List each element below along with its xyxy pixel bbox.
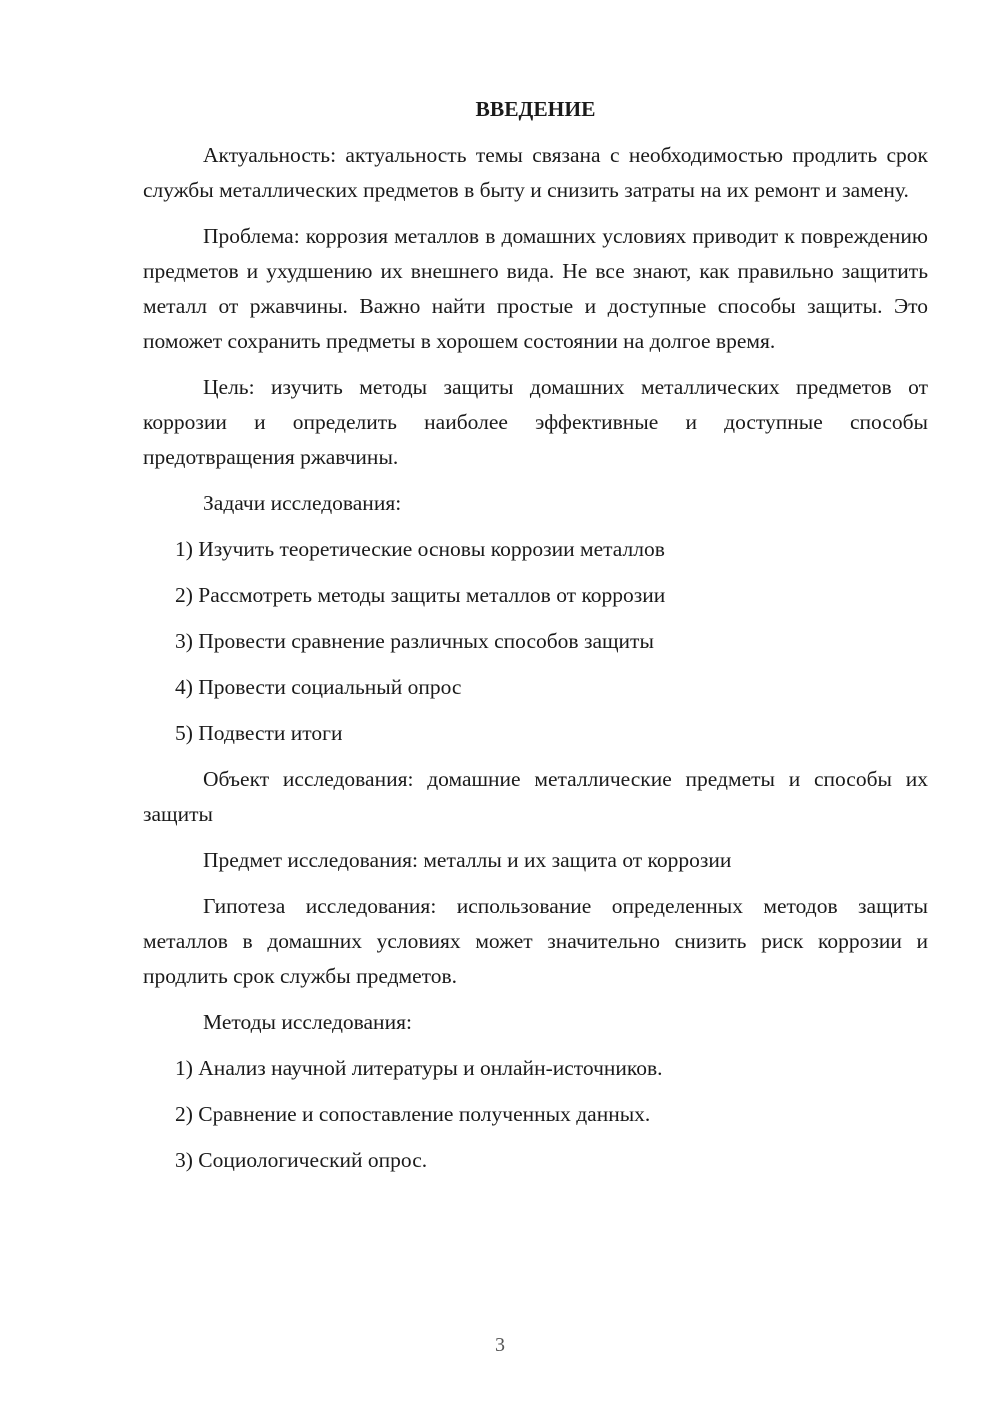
relevance-paragraph: Актуальность: актуальность темы связана с необходимостью продлить срок службы металлических предметов в быту и снизить затраты на их ремонт и замену. [143,143,928,202]
method-item: 2) Сравнение и сопоставление полученных данных. [175,1102,651,1126]
object-paragraph: Объект исследования: домашние металлические предметы и способы их защиты [143,767,928,826]
page-number: 3 [495,1334,505,1356]
methods-heading: Методы исследования: [203,1010,412,1034]
task-item: 5) Подвести итоги [175,721,343,745]
task-item: 1) Изучить теоретические основы коррозии металлов [175,537,665,561]
goal-paragraph: Цель: изучить методы защиты домашних металлических предметов от коррозии и определить наиболее эффективные и доступные способы предотвращения ржавчины. [143,375,928,469]
task-item: 2) Рассмотреть методы защиты металлов от коррозии [175,583,666,607]
hypothesis-paragraph: Гипотеза исследования: использование определенных методов защиты металлов в домашних условиях может значительно снизить риск коррозии и продлить срок службы предметов. [143,894,928,988]
section-title: ВВЕДЕНИЕ [475,97,596,121]
task-item: 3) Провести сравнение различных способов защиты [175,629,654,653]
method-item: 1) Анализ научной литературы и онлайн-источников. [175,1056,663,1080]
problem-paragraph: Проблема: коррозия металлов в домашних условиях приводит к повреждению предметов и ухудшению их внешнего вида. Не все знают, как правильно защитить металл от ржавчины. Важно найти простые и доступные способы защиты. Это поможет сохранить предметы в хорошем состоянии на долгое время. [143,224,928,353]
subject-paragraph: Предмет исследования: металлы и их защита от коррозии [203,848,732,872]
tasks-heading: Задачи исследования: [203,491,402,515]
document-page [143,92,928,1189]
task-item: 4) Провести социальный опрос [175,675,462,699]
method-item: 3) Социологический опрос. [175,1148,428,1172]
